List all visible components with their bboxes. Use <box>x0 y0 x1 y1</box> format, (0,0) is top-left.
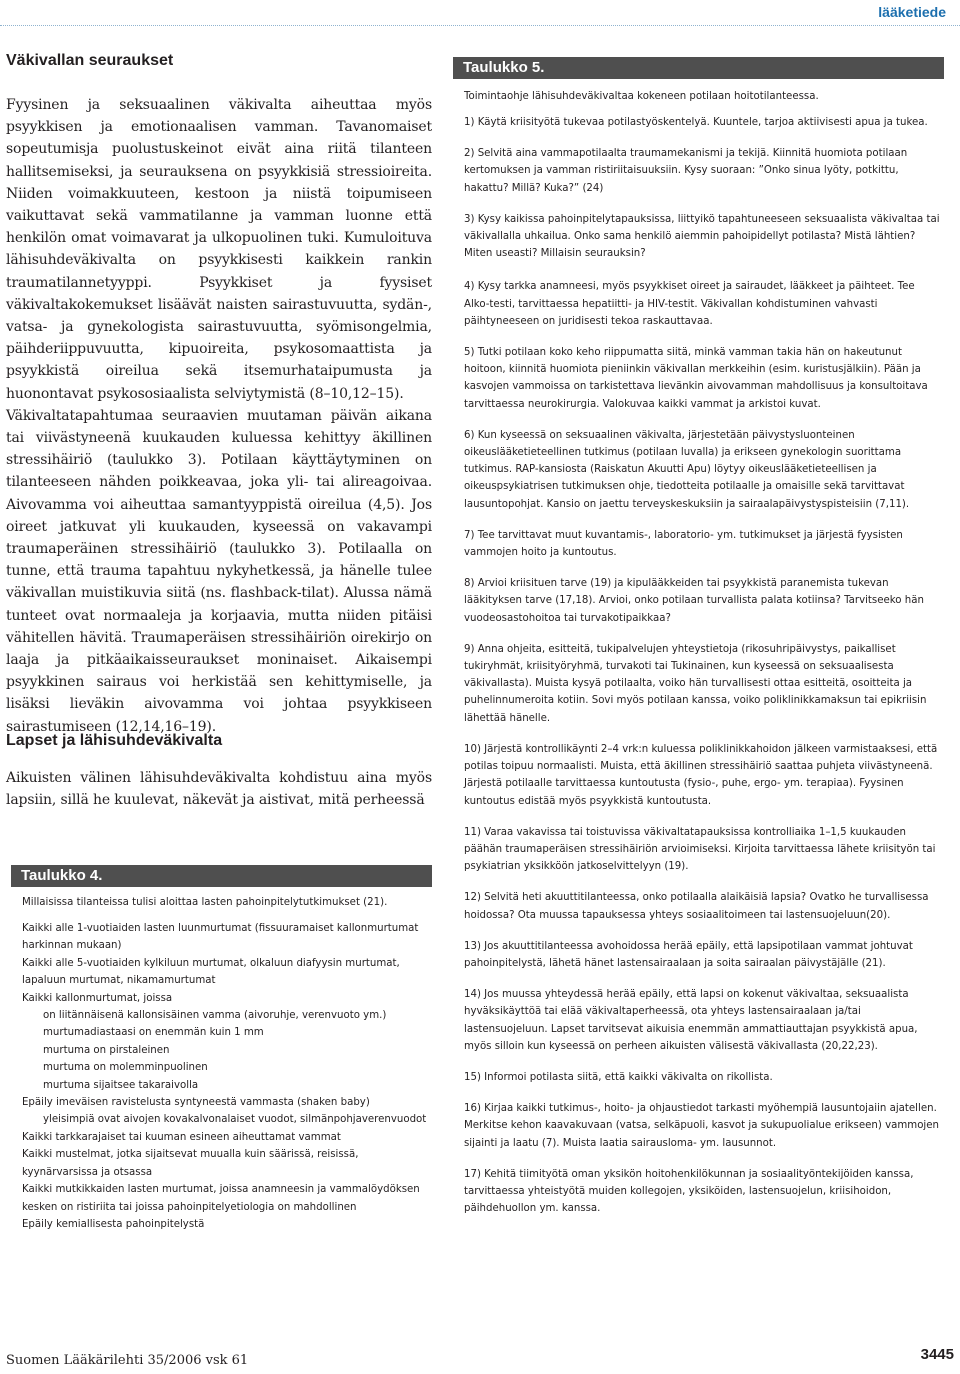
table-5-item: 15) Informoi potilasta siitä, että kaikki väkivalta on rikollista. <box>464 1071 773 1083</box>
table-5-item: 14) Jos muussa yhteydessä herää epäily, että lapsi on kokenut väkivaltaa, seksuaalista hyväksikäyttöä tai elää väkivaltaperheessä, ota yhteys lastensairaalaan ja/tai lastensuojeluun. Lapset tarvitsevat aikuisia enemmän ammattiauttajan psyykkistä apua, myös silloin kun kyseessä on perheen aikuisten välisestä väkivallasta (20,22,23). <box>464 989 918 1052</box>
table-4-line: yleisimpiä ovat aivojen kovakalvonalaiset vuodot, silmänpohjaverenvuodot <box>43 1114 427 1126</box>
table-4-line: Kaikki kallonmurtumat, joissa <box>22 992 173 1004</box>
table-4-line: Kaikki alle 5-vuotiaiden kylkiluun murtumat, olkaluun diafyysin murtumat, lapaluun murtumat, nikamamurtumat <box>22 957 400 987</box>
table-5-item: 1) Käytä kriisityötä tukevaa potilastyöskentelyä. Kuuntele, tarjoa aktiivisesti apua ja tukea. <box>464 117 928 128</box>
table-5-item: 12) Selvitä heti akuuttitilanteessa, onko potilaalla alaikäisiä lapsia? Ovatko he turvallisessa hoidossa? Ota muussa tapauksessa yhteys sosiaalitoimeen tai lastensuojeluun(20). <box>464 892 929 921</box>
table-4-subtitle: Millaisissa tilanteissa tulisi aloittaa lasten pahoinpitelytutkimukset (21). <box>22 897 388 908</box>
table-4-line: Epäily kemiallisesta pahoinpitelystä <box>22 1218 205 1230</box>
table-4-line: murtuma sijaitsee takaraivolla <box>43 1079 199 1091</box>
body-paragraph-children: Aikuisten välinen lähisuhdeväkivalta kohdistuu aina myös lapsiin, sillä he kuulevat, näkevät ja aistivat, mitä perheessä <box>6 770 432 809</box>
table-4-line: Epäily imeväisen ravistelusta syntyneestä vammasta (shaken baby) <box>22 1097 370 1109</box>
body-paragraph: Fyysinen ja seksuaalinen väkivalta aiheuttaa myös psyykkisen ja emotionaalisen vamman. Tavanomaiset sopeutumisja puolustuskeinot eivät aina riitä tilanteen hallitsemiseksi, ja seurauksena on psyykkisiä stressioireita. Niiden voimakkuuteen, kestoon ja niistä toipumiseen vaikuttavat sekä vammatilanne ja vamman luonne että henkilön omat voimavarat ja ulkopuolinen tuki. Kumuloituva lähisuhdeväkivalta on psyykkisesti kaikkein rankin traumatilannetyyppi. Psyykkiset ja fyysiset väkivaltakokemukset lisäävät naisten sairastuvuutta, sydän-, vatsa- ja gynekologista sairastuvuutta, syömisongelmia, päihderiippuvuutta, kipuoireita, psykosomaattista ja psyykkistä oireilua sekä itsemurhataipumusta ja huonontavat psykososiaalista selviytymistä (8–10,12–15). <box>6 97 432 402</box>
table-5-subtitle: Toimintaohje lähisuhdeväkivaltaa kokeneen potilaan hoitotilanteessa. <box>464 91 819 102</box>
table-5-item: 13) Jos akuuttitilanteessa avohoidossa herää epäily, että lapsipotilaan vammat johtuvat pahoinpitelystä, lähetä hänet lastensairaalaan ja soita sairaalan päivystäjälle (21). <box>464 940 913 969</box>
table-5-item: 17) Kehitä tiimityötä oman yksikön hoitohenkilökunnan ja sosiaalityöntekijöiden kanssa, tarvittaessa yhteistyötä muiden kollegojen, yksiköiden, lastensuojelun, kriisihoidon, päihdehuollon ym. kanssa. <box>464 1168 914 1215</box>
table-5-item: 5) Tutki potilaan koko keho riippumatta siitä, minkä vamman takia hän on hakeutunut hoitoon, kiinnitä huomiota pieniinkin väkivallan merkkeihin (esim. kuristusjälkiin). Pään ja kasvojen vammoissa on tarkistettava lievänkin aivovamman mahdollisuus ja konsultoitava tarvittaessa neurokirurgia. Valokuvaa kaikki vammat ja arkistoi kuvat. <box>464 347 928 410</box>
table-4-title: Taulukko 4. <box>11 865 432 887</box>
table-4-line: murtuma on pirstaleinen <box>43 1044 170 1056</box>
table-5-item: 11) Varaa vakavissa tai toistuvissa väkivaltatapauksissa kontrolliaika 1–1,5 kuukauden päähän traumaperäisen stressihäiriön arvioimiseksi. Kirjoita tarvittaessa lähete kriisityön tai psykiatrian yksikköön jatkoselvittelyyn (19). <box>464 826 936 873</box>
table-5-box <box>453 57 944 1217</box>
table-4-line: Kaikki alle 1-vuotiaiden lasten luunmurtumat (fissuuramaiset kallonmurtumat harkinnan mukaan) <box>22 923 419 952</box>
table-4-line: murtumadiastaasi on enemmän kuin 1 mm <box>43 1027 264 1039</box>
table-4-line: Kaikki mustelmat, jotka sijaitsevat muualla kuin säärissä, reisissä, kyynärvarsissa ja otsassa <box>22 1149 359 1178</box>
table-5-item: 7) Tee tarvittavat muut kuvantamis-, laboratorio- ym. tutkimukset ja järjestä fyysisten vammojen hoito ja kuntoutus. <box>464 529 903 559</box>
page-number: 3445 <box>920 1346 954 1363</box>
table-5-item: 16) Kirjaa kaikki tutkimus-, hoito- ja ohjaustiedot tarkasti myöhempiä lausuntojaiin ajatellen. Merkitse kehon kaavakuvaan (vatsa, selkäpuoli, kasvot ja sukupuolialue erikseen) vammojen sijainti ja laatu (7). Muista laatia sairausloma- ym. lausunnot. <box>464 1103 939 1149</box>
table-5-list <box>464 114 942 1217</box>
table-4-line: Kaikki mutkikkaiden lasten murtumat, joissa anamneesin ja vammalöydöksen kesken on ristiriita tai joissa pahoinpitelyetiologia on mahdollinen <box>22 1184 420 1213</box>
table-4-list <box>22 920 432 1233</box>
journal-footer: Suomen Lääkärilehti 35/2006 vsk 61 <box>6 1353 249 1368</box>
table-5-item: 3) Kysy kaikissa pahoinpitelytapauksissa, liittyikö tapahtuneeseen seksuaalista väkivaltaa tai väkivallalla uhkailua. Onko sama henkilö aiemmin pahoipidellyt potilasta? Mistä lähtien? Miten useasti? Millaisin seurauksin? <box>464 213 940 260</box>
table-5-item: 9) Anna ohjeita, esitteitä, tukipalvelujen yhteystietoja (rikosuhripäivystys, paikalliset tukiryhmät, kriisityöryhmä, turvakoti tai Tukinainen, kun kyseessä on seksuaalisesta väkivallasta). Muista kysyä potilaalta, voiko hän turvallisesti ottaa esitteitä, osoitteita ja puhelinnumeroita kotiin. Sovi myös potilaan kanssa, voiko poliklinikkamaksun tai epikriisin lähettää hänelle. <box>464 643 927 724</box>
body-paragraph: Väkivaltatapahtumaa seuraavien muutaman päivän aikana tai viivästyneenä kuukauden kuluessa kehittyy äkillinen stressihäiriö (taulukko 3). Potilaan käyttäytyminen on tilanteeseen nähden poikkeavaa, joka yli- tai alireagoivaa. Aivovamma voi aiheuttaa samantyyppistä oireilua (4,5). Jos oireet jatkuvat yli kuukauden, kyseessä on vakavampi traumaperäinen stressihäiriö (taulukko 3). Potilaalla on tunne, että trauma tapahtuu nykyhetkessä, ja hänelle tulee väkivallan muistikuvia siitä (ns. flashback-tilat). Alussa nämä tunteet ovat normaaleja ja korjaavia, mutta niiden pitäisi vähitellen hävitä. Traumaperäisen stressihäiriön oirekirjo on laaja ja pitkäaikaisseuraukset moninaiset. Aikaisempi psyykkinen sairaus voi herkistää sen kehittymiselle, ja lisäksi lieväkin aivovamma voi johtaa psyykkiseen sairastumiseen (12,14,16–19). <box>6 407 432 735</box>
table-4-line: murtuma on molemminpuolinen <box>43 1062 208 1074</box>
section-body-consequences <box>6 94 432 738</box>
section-tag: lääketiede <box>878 4 946 20</box>
table-5-title: Taulukko 5. <box>453 57 944 79</box>
table-5-item: 4) Kysy tarkka anamneesi, myös psyykkiset oireet ja sairaudet, lääkkeet ja päihteet. Tee Alko-testi, tarvittaessa hepatiitti- ja HIV-testit. Väkivallan kohdistuminen vahvasti päihtyneeseen on juridisesti tekoa raskauttavaa. <box>464 281 915 327</box>
top-bar <box>0 0 960 26</box>
section-heading-consequences: Väkivallan seuraukset <box>6 52 174 69</box>
table-4-line: Kaikki tarkkarajaiset tai kuuman esineen aiheuttamat vammat <box>22 1131 341 1143</box>
table-4-line: on liitännäisenä kallonsisäinen vamma (aivoruhje, verenvuoto ym.) <box>43 1010 387 1022</box>
table-5-item: 2) Selvitä aina vammapotilaalta traumamekanismi ja tekijä. Kiinnitä huomiota potilaan kertomuksen ja vamman ristiriitaisuuksiin. Kysy suoraan: ”Onko sinua lyöty, potkittu, hakattu? Millä? Kuka?” (24) <box>464 148 908 194</box>
table-4-box <box>11 865 432 1233</box>
top-divider <box>0 25 960 27</box>
section-heading-children: Lapset ja lähisuhdeväkivalta <box>6 732 223 749</box>
table-5-item: 10) Järjestä kontrollikäynti 2–4 vrk:n kuluessa poliklinikkahoidon jälkeen varmistaaksesi, että potilas toipuu normaalisti. Muista, että äkillinen stressihäiriö saattaa puhjeta viivästyneenä. Järjestä potilaalle tarvittaessa kuntoutusta (fysio-, puhe, ergo- ym. terapiaa). Fyysinen kuntoutus edistää myös psyykkistä kuntoutusta. <box>464 743 938 807</box>
table-5-item: 6) Kun kyseessä on seksuaalinen väkivalta, järjestetään päivystysluonteinen oikeuslääketieteellinen tutkimus (potilaan luvalla) ja erikseen gynekologin suorittama tutkimus. RAP-kansiosta (Raiskatun Akuutti Apu) löytyy oikeuslääketieteellisen ja oikeuspsykiatrisen tutkimuksen ohje, tiedotteita potilaalle ja omaisille sekä tarvittavat lausuntopohjat. Kansio on jaettu terveyskeskuksiin ja sairaalapäivystyspisteisiin (7,11). <box>464 429 910 510</box>
table-5-item: 8) Arvioi kriisituen tarve (19) ja kipulääkkeiden tai psyykkistä paranemista tukevan lääkityksen tarve (17,18). Arvioi, onko potilaan turvallista palata kotiinsa? Tarvitseeko hän vuodeosastohoitoa tai turvakotipaikkaa? <box>464 578 924 624</box>
